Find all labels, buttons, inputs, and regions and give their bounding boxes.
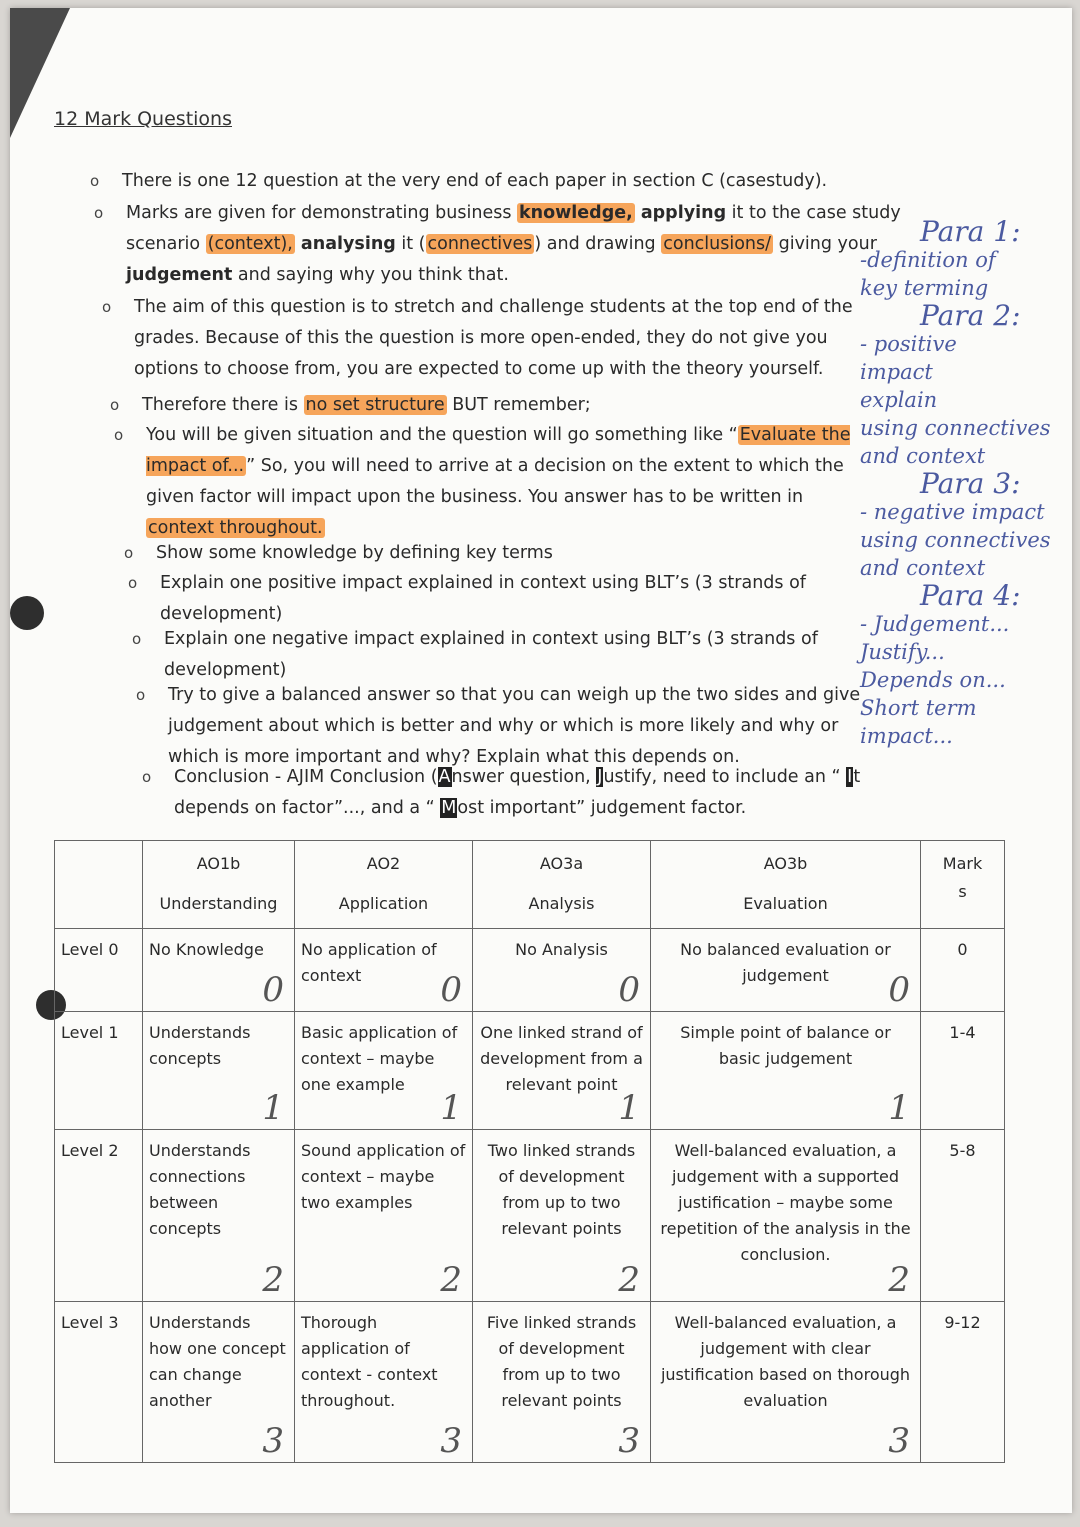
bullet-text: J	[597, 767, 603, 787]
ao1b-cell: Understands how one concept can change another 3	[143, 1301, 295, 1462]
ao3b-cell: Well-balanced evaluation, a judgement with clear justification based on thorough evaluation 3	[651, 1301, 921, 1462]
ao2-cell: Sound application of context – maybe two examples 2	[295, 1130, 473, 1301]
handwritten-note-line: Para 4:	[920, 579, 1021, 612]
bullet-item: o There is one 12 question at the very end of each paper in section C (casestudy).	[90, 171, 828, 191]
bullet-text: it (	[395, 234, 426, 254]
handwritten-note-line: using connectives	[860, 528, 1051, 552]
header-cell: AO3b Evaluation	[651, 841, 921, 929]
ao2-cell: No application of context 0	[295, 929, 473, 1012]
handwritten-note-line: impact	[860, 360, 933, 384]
bullet-text: ” So, you will need to arrive at a decision on the extent to which the given factor will impact upon the business. You answer has to be written in	[146, 456, 844, 507]
highlighted-text: no set structure	[305, 395, 445, 415]
handwritten-note-line: Para 3:	[920, 467, 1021, 500]
bullet-item: o Explain one negative impact explained in context using BLT’s (3 strands of development)	[132, 629, 818, 680]
ao3b-cell: Simple point of balance or basic judgement 1	[651, 1011, 921, 1130]
bullet-text: Therefore there is	[142, 395, 304, 415]
marks-cell: 1-4	[921, 1011, 1005, 1130]
bullet-text: You will be given situation and the question will go something like “	[146, 425, 738, 445]
handwritten-note-line: and context	[860, 444, 986, 468]
bullet-item: o Try to give a balanced answer so that you can weigh up the two sides and give judgement about which is better and why or which is more likely and why or which is more important and why? Explain what this depends on.	[136, 685, 861, 767]
table-row	[55, 1130, 1005, 1301]
handwritten-note-line: - negative impact	[860, 500, 1045, 524]
bullet-text: ) and drawing	[534, 234, 662, 254]
handwritten-mark: 1	[440, 1088, 462, 1129]
highlighted-text: (context),	[207, 234, 293, 254]
bullet-text: applying	[634, 203, 727, 223]
level-cell: Level 3	[55, 1301, 143, 1462]
bullet-text: and saying why you think that.	[232, 265, 509, 285]
ao3b-cell: No balanced evaluation or judgement 0	[651, 929, 921, 1012]
handwritten-mark: 1	[618, 1088, 640, 1129]
highlighted-text: Evaluate the impact of...	[146, 425, 851, 476]
handwritten-mark: 0	[888, 969, 910, 1010]
bullet-text: Marks are given for demonstrating business	[126, 203, 518, 223]
handwritten-note-line: Para 1:	[920, 215, 1021, 248]
bullet-text: I	[847, 767, 853, 787]
bullet-text: ost important” judgement factor.	[457, 798, 747, 818]
ao3a-cell: Two linked strands of development from up to two relevant points 2	[473, 1130, 651, 1301]
handwritten-note-line: Justify...	[860, 640, 945, 664]
bullet-item: o Explain one positive impact explained in context using BLT’s (3 strands of development)	[128, 573, 806, 624]
level-cell: Level 0	[55, 929, 143, 1012]
bullet-text: nswer question,	[451, 767, 597, 787]
header-cell: Mark s	[921, 841, 1005, 929]
punch-hole	[10, 596, 44, 630]
ao1b-cell: Understands connections between concepts 2	[143, 1130, 295, 1301]
handwritten-note-line: Para 2:	[920, 299, 1021, 332]
handwritten-note-line: using connectives	[860, 416, 1051, 440]
bullet-text: t depends on factor”..., and a “	[174, 767, 861, 818]
header-cell: AO1b Understanding	[143, 841, 295, 929]
ao1b-cell: Understands concepts 1	[143, 1011, 295, 1130]
highlighted-text: knowledge,	[519, 203, 633, 223]
handwritten-note-line: and context	[860, 556, 986, 580]
bullet-item: o You will be given situation and the question will go something like “ Evaluate the impact of... ” So, you will need to arrive at a decision on the extent to which the given factor will impact upon the business. You answer has to be written in context throughout.	[114, 425, 851, 538]
ao3a-cell: Five linked strands of development from up to two relevant points 3	[473, 1301, 651, 1462]
highlighted-text: connectives	[427, 234, 533, 254]
table-row	[55, 929, 1005, 1012]
ao2-cell: Basic application of context – maybe one example 1	[295, 1011, 473, 1130]
bullet-item: o Marks are given for demonstrating business knowledge, applying it to the case study scenario (context), analysing it ( connectives ) and drawing conclusions/ giving your judgement and saying why you think that.	[94, 203, 901, 285]
handwritten-mark: 2	[440, 1259, 462, 1300]
ao3b-cell: Well-balanced evaluation, a judgement with a supported justification – maybe some repetition of the analysis in the conclusion. 2	[651, 1130, 921, 1301]
handwritten-mark: 2	[618, 1259, 640, 1300]
bullet-text: There is one 12 question at the very end of each paper in section C (casestudy).	[122, 171, 828, 191]
header-cell: AO3a Analysis	[473, 841, 651, 929]
handwritten-note-line: -definition of	[860, 248, 996, 272]
page-title: 12 Mark Questions	[54, 108, 232, 130]
bullet-text: Conclusion - AJIM Conclusion (	[174, 767, 438, 787]
highlighted-text: conclusions/	[663, 234, 772, 254]
worksheet-page	[10, 8, 1072, 1513]
bullet-text: giving your	[773, 234, 877, 254]
bullet-item: o The aim of this question is to stretch and challenge students at the top end of the grades. Because of this the question is more open-ended, they do not give you options to choose from, you are expected to come up with the theory yourself.	[102, 297, 853, 379]
ao3a-cell: One linked strand of development from a relevant point 1	[473, 1011, 651, 1130]
handwritten-note-line: - positive	[860, 332, 957, 356]
bullet-text: ustify, need to include an “	[603, 767, 847, 787]
table-header-row	[55, 841, 1005, 929]
ao1b-cell: No Knowledge 0	[143, 929, 295, 1012]
handwritten-mark: 0	[262, 969, 284, 1010]
handwritten-mark: 1	[888, 1088, 910, 1129]
level-cell: Level 1	[55, 1011, 143, 1130]
handwritten-note-line: Depends on...	[860, 668, 1006, 692]
bullet-text: Explain one positive impact explained in context using BLT’s (3 strands of development)	[160, 573, 806, 624]
table-row	[55, 1011, 1005, 1130]
bullet-item: o Conclusion - AJIM Conclusion (Answer question, Justify, need to include an “ It depends on factor”..., and a “ Most important” judgement factor.	[142, 767, 861, 818]
bullet-text: analysing	[294, 234, 396, 254]
handwritten-mark: 0	[618, 969, 640, 1010]
ao2-cell: Thorough application of context - context throughout. 3	[295, 1301, 473, 1462]
handwritten-note-line: - Judgement...	[860, 612, 1010, 636]
handwritten-mark: 1	[262, 1088, 284, 1129]
handwritten-mark: 3	[618, 1421, 640, 1461]
handwritten-mark: 2	[888, 1259, 910, 1300]
level-cell: Level 2	[55, 1130, 143, 1301]
bullet-text: BUT remember;	[446, 395, 591, 415]
mark-scheme-table	[54, 840, 1005, 1463]
header-cell: AO2 Application	[295, 841, 473, 929]
bullet-text: Show some knowledge by defining key terms	[156, 543, 553, 563]
bullet-text: A	[438, 767, 451, 787]
ao3a-cell: No Analysis 0	[473, 929, 651, 1012]
handwritten-note-line: key terming	[860, 276, 989, 300]
bullet-item: o Therefore there is no set structure BUT remember;	[110, 395, 591, 415]
handwritten-mark: 3	[888, 1421, 910, 1461]
handwritten-note-line: explain	[860, 388, 938, 412]
marks-cell: 0	[921, 929, 1005, 1012]
marks-cell: 5-8	[921, 1130, 1005, 1301]
bullet-text: it to the case study scenario	[126, 203, 901, 254]
table-row	[55, 1301, 1005, 1462]
marks-cell: 9-12	[921, 1301, 1005, 1462]
handwritten-note-line: impact...	[860, 724, 953, 748]
bullet-text: M	[441, 798, 457, 818]
header-cell	[55, 841, 143, 929]
bullet-text: judgement	[126, 265, 233, 285]
bullet-item: o Show some knowledge by defining key terms	[124, 543, 553, 563]
handwritten-mark: 0	[440, 969, 462, 1010]
handwritten-note-line: Short term	[860, 696, 977, 720]
bullet-text: Try to give a balanced answer so that you can weigh up the two sides and give judgement about which is better and why or which is more likely and why or which is more important and why? Explain what this depends on.	[168, 685, 861, 767]
handwritten-mark: 2	[262, 1259, 284, 1300]
handwritten-mark: 3	[440, 1421, 462, 1461]
bullet-text: The aim of this question is to stretch and challenge students at the top end of the grades. Because of this the question is more open-ended, they do not give you options to choose from, you are expected to come up with the theory yourself.	[134, 297, 853, 379]
handwritten-mark: 3	[262, 1421, 284, 1461]
bullet-text: Explain one negative impact explained in context using BLT’s (3 strands of development)	[164, 629, 818, 680]
highlighted-text: context throughout.	[148, 518, 323, 538]
handwritten-notes	[860, 215, 1070, 750]
